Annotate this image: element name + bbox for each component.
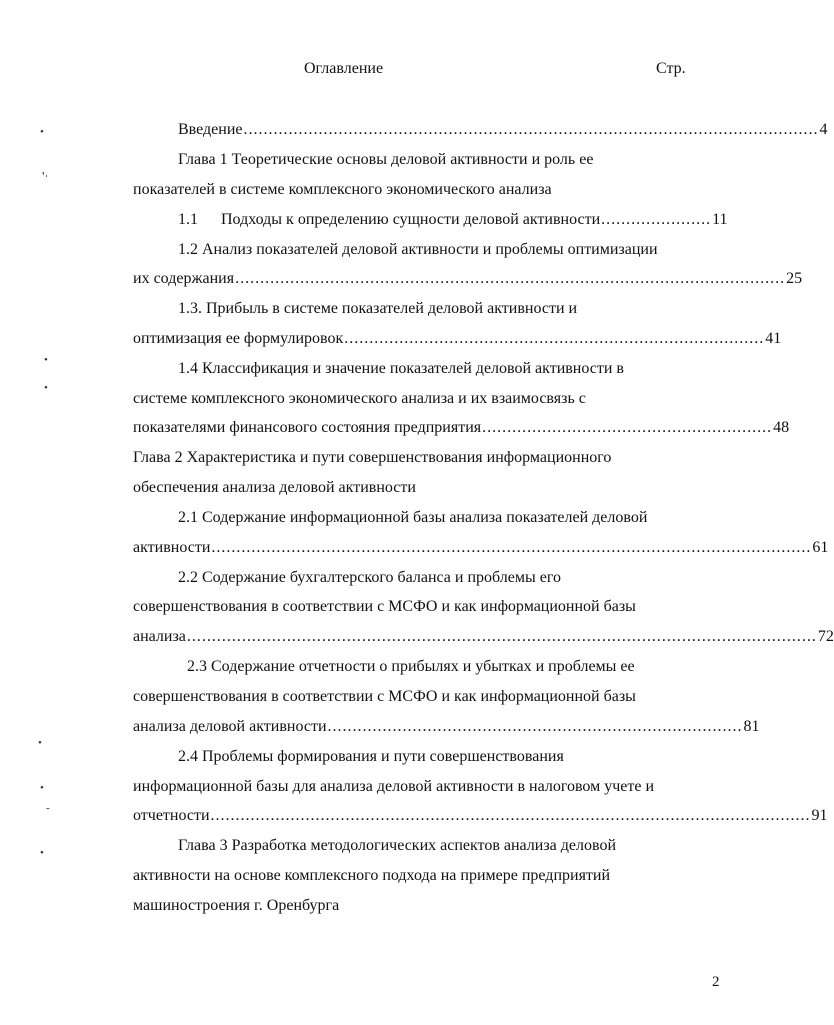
toc-section-2-2-line2: совершенствования в соответствии с МСФО и как информационной базы: [133, 598, 636, 615]
dot-leader: ....................................................................................: [344, 330, 765, 347]
toc-section-1-3-line1: 1.3. Прибыль в системе показателей деловой активности и: [178, 300, 578, 317]
toc-entry-text: оптимизация ее формулировок: [133, 330, 344, 347]
toc-entry-2-2[interactable]: [133, 627, 834, 647]
toc-entry-intro[interactable]: [178, 120, 828, 140]
scan-speck: ': [42, 170, 45, 185]
toc-page-number: 48: [773, 419, 790, 436]
toc-page-number: 4: [819, 121, 828, 138]
toc-section-2-4-line2: информационной базы для анализа деловой активности в налоговом учете и: [133, 778, 655, 795]
scan-speck: ˌ: [44, 163, 49, 178]
toc-section-number: 1.1: [178, 211, 198, 228]
toc-entry-text: показателями финансового состояния предприятия: [133, 419, 482, 436]
dot-leader: ...................................................................................................................: [243, 121, 819, 138]
toc-entry-2-1[interactable]: [133, 538, 829, 558]
dot-leader: ..............................................................................................................................: [186, 628, 817, 645]
toc-entry-1-3[interactable]: [133, 329, 782, 349]
toc-section-2-2-line1: 2.2 Содержание бухгалтерского баланса и проблемы его: [178, 569, 561, 586]
scan-speck: -: [46, 802, 50, 814]
toc-section-1-4-line1: 1.4 Классификация и значение показателей деловой активности в: [178, 360, 624, 377]
toc-entry-text: Подходы к определению сущности деловой активности: [221, 211, 601, 228]
page-column-header: Стр.: [656, 60, 686, 77]
toc-page-number: 91: [811, 807, 828, 824]
toc-page-number: 41: [765, 330, 782, 347]
scan-speck: •: [44, 382, 48, 394]
toc-entry-text: анализа: [133, 628, 186, 645]
toc-section-2-4-line1: 2.4 Проблемы формирования и пути совершенствования: [178, 748, 564, 765]
scan-speck: •: [40, 847, 44, 859]
toc-entry-1-4[interactable]: [133, 418, 790, 438]
toc-page-number: 11: [712, 211, 728, 228]
toc-page-number: 25: [786, 270, 803, 287]
toc-entry-2-4[interactable]: [133, 806, 828, 826]
dot-leader: ...................................................................................: [327, 718, 743, 735]
page-number: 2: [712, 974, 720, 990]
toc-page-number: 72: [817, 628, 834, 645]
scan-speck: •: [40, 782, 44, 794]
toc-chapter-3-line2: активности на основе комплексного подхода на примере предприятий: [133, 867, 611, 884]
scan-speck: •: [38, 737, 42, 749]
toc-section-1-4-line2: системе комплексного экономического анализа и их взаимосвязь с: [133, 390, 586, 407]
dot-leader: ..............................................................................................................: [235, 270, 786, 287]
toc-entry-text: Введение: [178, 121, 243, 138]
dot-leader: ........................................................................................................................: [211, 539, 812, 556]
toc-page-number: 81: [743, 718, 760, 735]
toc-entry-text: их содержания: [133, 270, 235, 287]
toc-chapter-1-line2: показателей в системе комплексного экономического анализа: [133, 181, 552, 198]
toc-entry-text: анализа деловой активности: [133, 718, 327, 735]
toc-chapter-2-line2: обеспечения анализа деловой активности: [133, 479, 416, 496]
toc-page-number: 61: [812, 539, 829, 556]
page-title: Оглавление: [304, 60, 384, 77]
dot-leader: ........................................................................................................................: [210, 807, 811, 824]
toc-chapter-3-line1: Глава 3 Разработка методологических аспектов анализа деловой: [178, 837, 616, 854]
toc-entry-2-3[interactable]: [133, 717, 760, 737]
scan-speck: •: [40, 126, 44, 138]
toc-chapter-1-line1: Глава 1 Теоретические основы деловой активности и роль ее: [178, 151, 594, 168]
toc-entry-text: активности: [133, 539, 211, 556]
toc-section-2-3-line2: совершенствования в соответствии с МСФО и как информационной базы: [133, 688, 636, 705]
scan-speck: •: [44, 354, 48, 366]
dot-leader: ..........................................................: [482, 419, 773, 436]
toc-entry-1-1[interactable]: [221, 210, 728, 230]
toc-chapter-3-line3: машиностроения г. Оренбурга: [133, 897, 340, 914]
dot-leader: ......................: [601, 211, 712, 228]
toc-entry-text: отчетности: [133, 807, 210, 824]
toc-section-2-1-line1: 2.1 Содержание информационной базы анализа показателей деловой: [178, 509, 648, 526]
toc-section-1-2-line1: 1.2 Анализ показателей деловой активности и проблемы оптимизации: [178, 241, 658, 258]
toc-section-2-3-line1: 2.3 Содержание отчетности о прибылях и убытках и проблемы ее: [187, 658, 635, 675]
toc-entry-1-2[interactable]: [133, 269, 803, 289]
toc-chapter-2-line1: Глава 2 Характеристика и пути совершенствования информационного: [133, 449, 612, 466]
